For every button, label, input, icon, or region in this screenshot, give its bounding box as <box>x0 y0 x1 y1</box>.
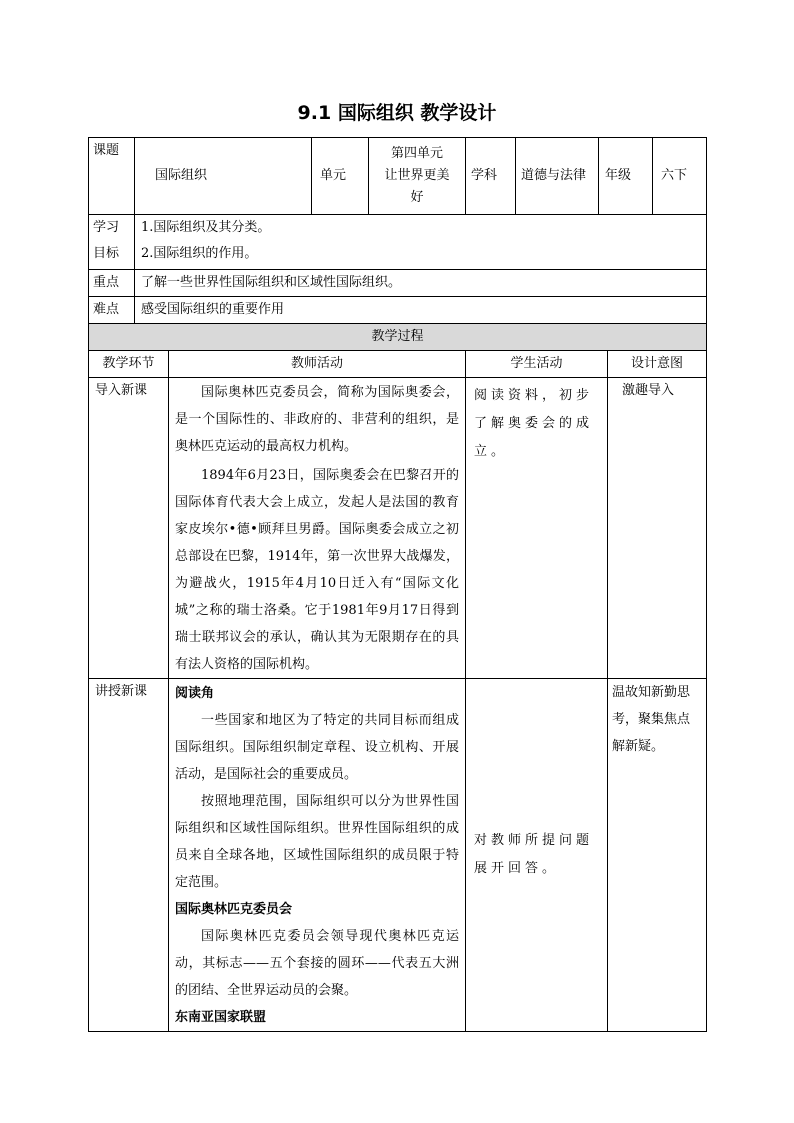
lesson-plan-table <box>88 137 707 1032</box>
teacher-paragraph: 1894年6月23日，国际奥委会在巴黎召开的国际体育代表大会上成立，发起人是法国的教育家皮埃尔•德•顾拜旦男爵。国际奥委会成立之初总部设在巴黎，1914年，第一次世界大战爆发，为避战火，1915年4月10日迁入有“国际文化城”之称的瑞士洛桑。它于1981年9月17日得到瑞士联邦议会的承认，确认其为无限期存在的具有法人资格的国际机构。 <box>175 468 459 672</box>
difficulty-label: 难点 <box>89 297 135 324</box>
objectives-label-line: 目标 <box>93 246 120 261</box>
teacher-activity-cell <box>169 378 466 679</box>
design-intent-cell: 温故知新勤思考，聚集焦点解新疑。 <box>608 679 707 1032</box>
objective-item: 2.国际组织的作用。 <box>141 246 258 261</box>
objectives-value <box>135 215 707 270</box>
stage-cell: 导入新课 <box>89 378 169 679</box>
subject-value: 国际组织 <box>135 138 312 215</box>
table-row <box>89 378 707 679</box>
difficulty-value: 感受国际组织的重要作用 <box>135 297 707 324</box>
teacher-paragraph: 国际奥林匹克委员会，简称为国际奥委会，是一个国际性的、非政府的、非营利的组织，是奥林匹克运动的最高权力机构。 <box>175 385 459 454</box>
teacher-paragraph: 一些国家和地区为了特定的共同目标而组成国际组织。国际组织制定章程、设立机构、开展活动，是国际社会的重要成员。 <box>175 713 459 782</box>
column-header-row <box>89 351 707 378</box>
table-row <box>89 679 707 1032</box>
objectives-row <box>89 215 707 270</box>
unit-value-line: 让世界更美 <box>384 168 450 183</box>
difficulty-row <box>89 297 707 324</box>
discipline-value: 道德与法律 <box>516 138 599 215</box>
column-header-student: 学生活动 <box>466 351 608 378</box>
section-heading: 国际奥林匹克委员会 <box>175 902 293 917</box>
student-activity-cell: 阅读资料，初步了解奥委会的成立。 <box>466 378 608 679</box>
grade-value: 六下 <box>653 138 707 215</box>
unit-label: 单元 <box>312 138 369 215</box>
key-point-value: 了解一些世界性国际组织和区域性国际组织。 <box>135 270 707 297</box>
teacher-paragraph: 国际奥林匹克委员会领导现代奥林匹克运动，其标志——五个套接的圆环——代表五大洲的团结、全世界运动员的会聚。 <box>175 929 459 998</box>
unit-value <box>369 138 466 215</box>
subject-label: 课题 <box>89 138 135 215</box>
teacher-paragraph: 按照地理范围，国际组织可以分为世界性国际组织和区域性国际组织。世界性国际组织的成员来自全球各地，区域性国际组织的成员限于特定范围。 <box>175 794 459 890</box>
teacher-activity-cell <box>169 679 466 1032</box>
stage-cell: 讲授新课 <box>89 679 169 1032</box>
page-title: 9.1 国际组织 教学设计 <box>297 102 497 124</box>
unit-value-line: 好 <box>410 190 424 205</box>
objectives-label-line: 学习 <box>93 220 120 235</box>
process-title-row <box>89 324 707 351</box>
header-row <box>89 138 707 215</box>
column-header-intent: 设计意图 <box>608 351 707 378</box>
section-heading: 阅读角 <box>175 686 215 701</box>
student-activity-cell: 对教师所提问题展开回答。 <box>466 679 608 1032</box>
key-point-label: 重点 <box>89 270 135 297</box>
grade-label: 年级 <box>599 138 653 215</box>
unit-value-line: 第四单元 <box>390 146 443 161</box>
section-heading: 东南亚国家联盟 <box>175 1010 267 1025</box>
process-title: 教学过程 <box>89 324 707 351</box>
objectives-label <box>89 215 135 270</box>
objective-item: 1.国际组织及其分类。 <box>141 220 271 235</box>
discipline-label: 学科 <box>466 138 516 215</box>
key-point-row <box>89 270 707 297</box>
design-intent-cell: 激趣导入 <box>608 378 707 679</box>
column-header-teacher: 教师活动 <box>169 351 466 378</box>
column-header-stage: 教学环节 <box>89 351 169 378</box>
